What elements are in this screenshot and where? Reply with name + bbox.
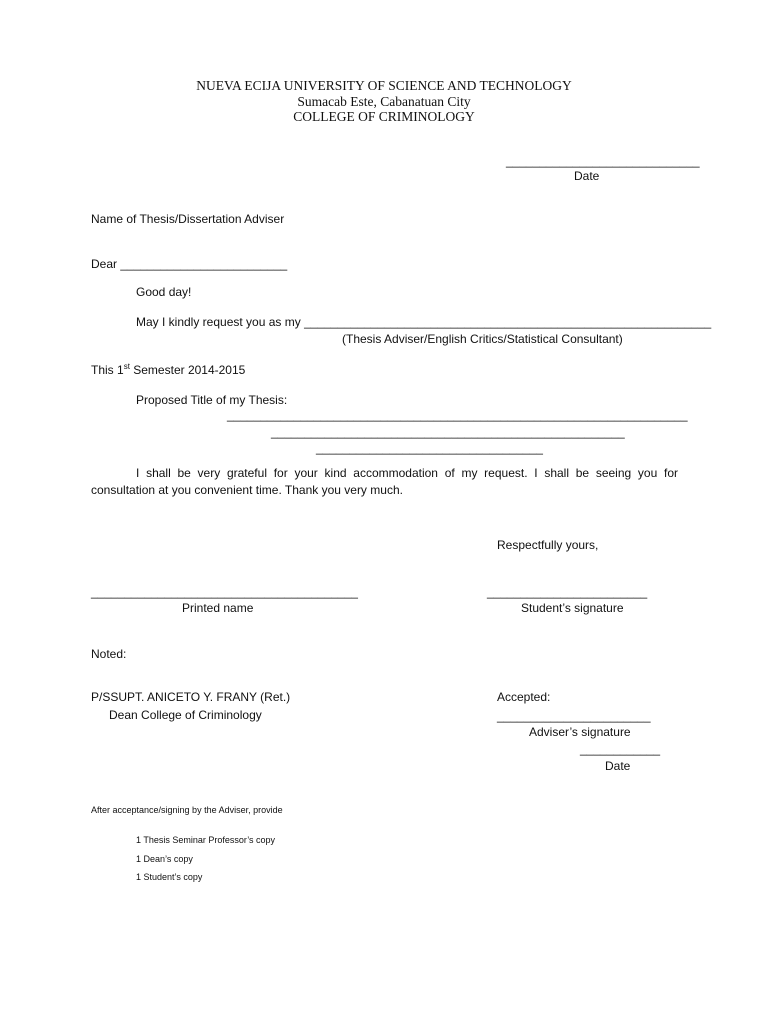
- salutation: Dear _________________________: [91, 257, 288, 271]
- thesis-title-line-3: __________________________________: [316, 441, 543, 455]
- copy-item: 1 Thesis Seminar Professor’s copy: [136, 835, 276, 845]
- greeting: Good day!: [136, 285, 192, 299]
- dean-title: Dean College of Criminology: [109, 708, 262, 722]
- printed-name-label: Printed name: [182, 601, 254, 615]
- adviser-date-line: ____________: [580, 742, 661, 756]
- adviser-date-label: Date: [605, 759, 631, 773]
- student-signature-line: ________________________: [487, 585, 648, 599]
- thesis-title-line-1: _____________________________________________________________________: [227, 408, 688, 422]
- thesis-title-line-2: _____________________________________________________: [271, 425, 625, 439]
- semester-line: [91, 363, 245, 377]
- date-label: Date: [574, 169, 600, 183]
- dean-name: P/SSUPT. ANICETO Y. FRANY (Ret.): [91, 690, 291, 704]
- closing: Respectfully yours,: [497, 538, 599, 552]
- university-address: Sumacab Este, Cabanatuan City: [297, 94, 471, 109]
- adviser-signature-label: Adviser’s signature: [529, 725, 631, 739]
- university-name: NUEVA ECIJA UNIVERSITY OF SCIENCE AND TECHNOLOGY: [196, 78, 572, 93]
- semester-prefix: This 1: [91, 363, 124, 377]
- student-signature-label: Student’s signature: [521, 601, 624, 615]
- adviser-signature-line: _______________________: [497, 709, 651, 723]
- copies-intro: After acceptance/signing by the Adviser, provide: [91, 805, 283, 815]
- request-options: (Thesis Adviser/English Critics/Statistical Consultant): [342, 332, 623, 346]
- noted-label: Noted:: [91, 647, 127, 661]
- request-line: May I kindly request you as my _____________________________________________________________: [136, 315, 712, 329]
- semester-ordinal: st: [123, 362, 130, 371]
- copy-item: 1 Dean’s copy: [136, 854, 193, 864]
- body-paragraph: I shall be very grateful for your kind accommodation of my request. I shall be seeing you for consultation at you convenient time. Thank you very much.: [91, 466, 678, 497]
- accepted-label: Accepted:: [497, 690, 551, 704]
- printed-name-line: ________________________________________: [91, 585, 358, 599]
- semester-suffix: Semester 2014-2015: [129, 363, 246, 377]
- thesis-title-label: Proposed Title of my Thesis:: [136, 393, 288, 407]
- adviser-name-placeholder: Name of Thesis/Dissertation Adviser: [91, 212, 285, 226]
- copy-item: 1 Student’s copy: [136, 872, 203, 882]
- date-line: _____________________________: [506, 154, 700, 168]
- college-name: COLLEGE OF CRIMINOLOGY: [293, 109, 475, 124]
